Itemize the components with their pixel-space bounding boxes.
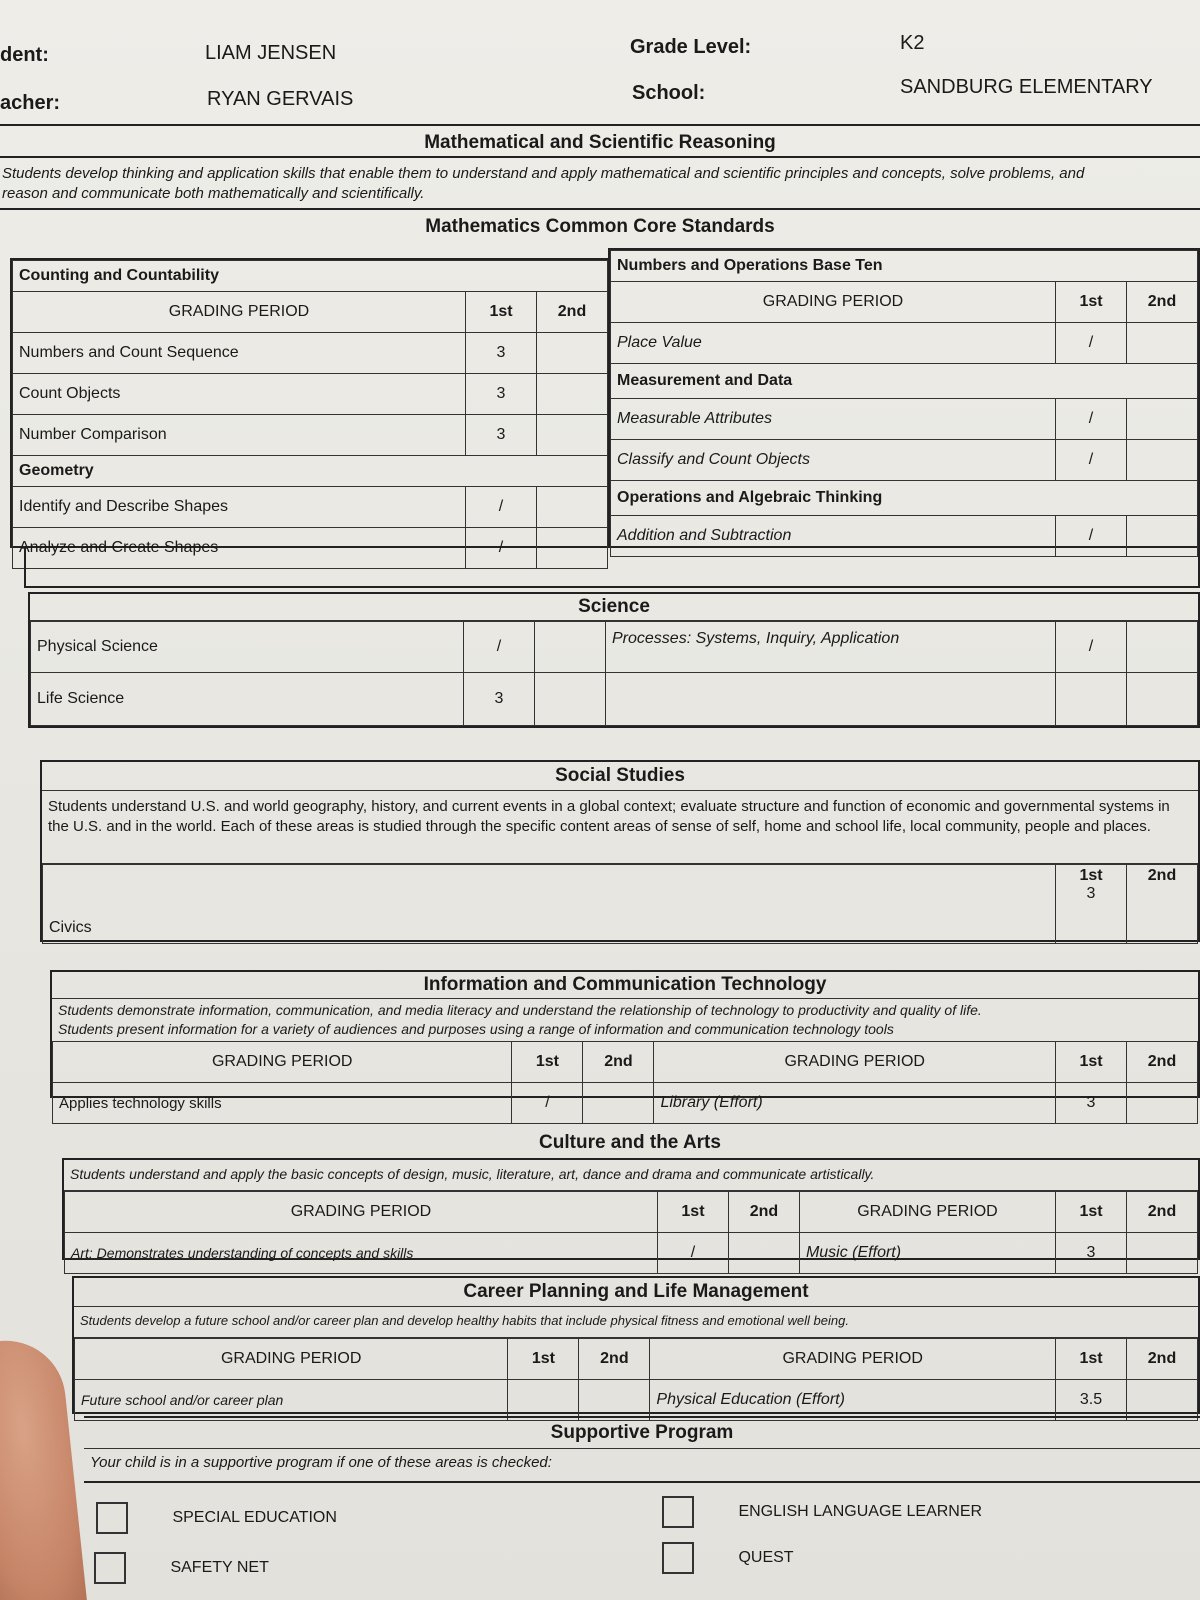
ict-description-2: Students present information for a variety of audiences and purposes using a range of information and communication technology tools	[58, 1021, 894, 1037]
empty-cell	[1127, 673, 1198, 726]
civics-label: Civics	[43, 865, 1056, 944]
career-title: Career Planning and Life Management	[74, 1278, 1198, 1307]
supportive-description: Your child is in a supportive program if one of these areas is checked:	[84, 1449, 1200, 1483]
ict-description-1: Students demonstrate information, communication, and media literacy and understand the relationship of technology to productivity and quality of life.	[58, 1002, 982, 1018]
empty-cell	[606, 673, 1056, 726]
row-value-2nd	[1127, 399, 1198, 440]
art-value-1st: /	[657, 1233, 728, 1274]
teacher-label: acher:	[0, 92, 61, 114]
empty-cell	[1056, 673, 1127, 726]
library-value-1st: 3	[1056, 1083, 1127, 1124]
special-education-checkbox[interactable]	[96, 1502, 128, 1534]
program-special-education	[96, 1502, 337, 1534]
ict-grading-period: GRADING PERIOD	[53, 1042, 512, 1083]
arts-description: Students understand and apply the basic concepts of design, music, literature, art, dance and drama and communicate artistically.	[64, 1160, 1198, 1191]
ell-label: ENGLISH LANGUAGE LEARNER	[738, 1503, 983, 1521]
science-heading: Science	[30, 594, 1198, 621]
math-spacer-row	[24, 548, 1200, 588]
arts-col-2nd-right: 2nd	[1127, 1192, 1198, 1233]
ict-grading-period-right: GRADING PERIOD	[654, 1042, 1056, 1083]
row-value-2nd	[1127, 440, 1198, 481]
special-education-label: SPECIAL EDUCATION	[172, 1509, 337, 1527]
row-value-1st: /	[466, 487, 537, 528]
ict-col-1st-right: 1st	[1056, 1042, 1127, 1083]
row-value-1st: /	[466, 528, 537, 569]
program-safety-net	[94, 1552, 269, 1584]
row-value-1st: /	[1056, 440, 1127, 481]
table-row	[611, 323, 1198, 364]
ict-table	[50, 970, 1200, 1112]
career-grading-period-right: GRADING PERIOD	[650, 1339, 1056, 1380]
ict-title: Information and Communication Technology	[423, 974, 827, 995]
table-row	[31, 622, 1198, 673]
row-value-1st: 3	[466, 374, 537, 415]
supportive-section	[84, 1416, 1200, 1483]
row-value-1st: /	[1056, 323, 1127, 364]
row-label: Number Comparison	[13, 415, 466, 456]
library-value-2nd	[1127, 1083, 1198, 1124]
nbt-grading-period: GRADING PERIOD	[611, 282, 1056, 323]
row-value-2nd	[535, 622, 606, 673]
career-grading-period: GRADING PERIOD	[75, 1339, 508, 1380]
civics-value-1st: 3	[1086, 885, 1096, 902]
safety-net-label: SAFETY NET	[170, 1559, 269, 1577]
future-plan-value-2nd	[579, 1380, 650, 1421]
row-value-2nd	[537, 333, 608, 374]
row-label: Addition and Subtraction	[611, 516, 1056, 557]
row-value-1st: 3	[464, 673, 535, 726]
arts-title: Culture and the Arts	[539, 1132, 721, 1153]
school-label: School:	[632, 82, 706, 104]
counting-grading-period: GRADING PERIOD	[13, 292, 466, 333]
library-label: Library (Effort)	[654, 1083, 1056, 1124]
social-studies-description: Students understand U.S. and world geography, history, and current events in a global context; evaluate structure and function of economic and governmental systems in the U.S. and in the world. Each of these areas is studied through the specific content areas of sense of self, home and school life, local community, people and places.	[42, 791, 1198, 864]
arts-col-2nd: 2nd	[728, 1192, 799, 1233]
art-value-2nd	[728, 1233, 799, 1274]
counting-col-2nd: 2nd	[537, 292, 608, 333]
row-value-1st: /	[464, 622, 535, 673]
counting-geometry-table	[10, 258, 610, 556]
quest-label: QUEST	[738, 1549, 794, 1567]
arts-col-1st: 1st	[657, 1192, 728, 1233]
row-value-1st: /	[1056, 399, 1127, 440]
career-col-1st-right: 1st	[1056, 1339, 1127, 1380]
social-studies-title: Social Studies	[42, 762, 1198, 791]
math-sci-section	[0, 124, 1200, 242]
ict-col-1st: 1st	[512, 1042, 583, 1083]
row-value-1st: /	[1056, 516, 1127, 557]
row-label: Count Objects	[13, 374, 466, 415]
geometry-heading: Geometry	[13, 456, 608, 487]
future-plan-label: Future school and/or career plan	[75, 1380, 508, 1421]
civics-col-1st: 1st	[1079, 867, 1103, 884]
nbt-col-2nd: 2nd	[1127, 282, 1198, 323]
ict-description-block	[52, 998, 1198, 1041]
processes-value-2nd	[1127, 622, 1198, 673]
row-value-2nd	[535, 673, 606, 726]
school-value: SANDBURG ELEMENTARY	[900, 76, 1153, 98]
table-row	[75, 1380, 1198, 1421]
career-col-2nd: 2nd	[579, 1339, 650, 1380]
student-label: dent:	[0, 44, 49, 66]
science-table	[28, 592, 1200, 728]
grade-level-label: Grade Level:	[630, 36, 752, 58]
nbt-col-1st: 1st	[1056, 282, 1127, 323]
table-row	[13, 374, 608, 415]
grade-level-value: K2	[900, 32, 925, 54]
row-label: Measurable Attributes	[611, 399, 1056, 440]
math-sci-description: Students develop thinking and application skills that enable them to understand and apply mathematical and scientific principles and concepts, solve problems, and reason and communicate both mathematically and scientifically.	[0, 156, 1200, 208]
processes-value-1st: /	[1056, 622, 1127, 673]
row-label: Numbers and Count Sequence	[13, 333, 466, 374]
table-row	[13, 415, 608, 456]
music-value-2nd	[1127, 1233, 1198, 1274]
math-sci-title: Mathematical and Scientific Reasoning	[424, 132, 776, 153]
row-value-2nd	[537, 374, 608, 415]
art-label: Art: Demonstrates understanding of concepts and skills	[65, 1233, 658, 1274]
row-label: Identify and Describe Shapes	[13, 487, 466, 528]
row-value-1st: 3	[466, 333, 537, 374]
counting-col-1st: 1st	[466, 292, 537, 333]
table-row	[13, 487, 608, 528]
row-value-2nd	[1127, 323, 1198, 364]
table-row	[611, 399, 1198, 440]
arts-grading-period-right: GRADING PERIOD	[799, 1192, 1055, 1233]
quest-checkbox[interactable]	[662, 1542, 694, 1574]
ict-col-2nd: 2nd	[583, 1042, 654, 1083]
math-standards-title: Mathematics Common Core Standards	[0, 208, 1200, 242]
row-label: Physical Science	[31, 622, 464, 673]
career-col-1st: 1st	[508, 1339, 579, 1380]
arts-table	[62, 1158, 1200, 1260]
table-row	[53, 1083, 1198, 1124]
table-row	[13, 333, 608, 374]
table-row	[611, 440, 1198, 481]
music-label: Music (Effort)	[799, 1233, 1055, 1274]
nbt-measurement-table	[608, 248, 1200, 548]
tech-skills-value-2nd	[583, 1083, 654, 1124]
ict-col-2nd-right: 2nd	[1127, 1042, 1198, 1083]
measurement-heading: Measurement and Data	[611, 364, 1198, 399]
pe-value-2nd	[1127, 1380, 1198, 1421]
teacher-name: RYAN GERVAIS	[207, 88, 354, 110]
career-col-2nd-right: 2nd	[1127, 1339, 1198, 1380]
table-row	[65, 1233, 1198, 1274]
row-value-2nd	[537, 487, 608, 528]
civics-col-2nd: 2nd	[1127, 865, 1198, 944]
arts-grading-period: GRADING PERIOD	[65, 1192, 658, 1233]
row-value-2nd	[537, 415, 608, 456]
row-label: Life Science	[31, 673, 464, 726]
music-value-1st: 3	[1056, 1233, 1127, 1274]
supportive-title: Supportive Program	[84, 1418, 1200, 1449]
counting-heading: Counting and Countability	[13, 261, 608, 292]
student-name: LIAM JENSEN	[205, 42, 337, 64]
row-label: Classify and Count Objects	[611, 440, 1056, 481]
program-quest	[662, 1542, 794, 1574]
safety-net-checkbox[interactable]	[94, 1552, 126, 1584]
career-table	[72, 1276, 1200, 1414]
tech-skills-value-1st: /	[512, 1083, 583, 1124]
tech-skills-label: Applies technology skills	[53, 1083, 512, 1124]
operations-heading: Operations and Algebraic Thinking	[611, 481, 1198, 516]
arts-col-1st-right: 1st	[1056, 1192, 1127, 1233]
processes-label: Processes: Systems, Inquiry, Application	[606, 622, 1056, 673]
table-row	[43, 865, 1198, 944]
row-label: Analyze and Create Shapes	[13, 528, 466, 569]
career-description: Students develop a future school and/or career plan and develop healthy habits that include physical fitness and emotional well being.	[74, 1307, 1198, 1338]
future-plan-value-1st	[508, 1380, 579, 1421]
row-label: Place Value	[611, 323, 1056, 364]
social-studies-table	[40, 760, 1200, 942]
program-ell	[662, 1496, 982, 1528]
nbt-heading: Numbers and Operations Base Ten	[611, 251, 1198, 282]
pe-value-1st: 3.5	[1056, 1380, 1127, 1421]
civics-col-1st-cell	[1056, 865, 1127, 944]
table-row	[31, 673, 1198, 726]
row-value-1st: 3	[466, 415, 537, 456]
pe-label: Physical Education (Effort)	[650, 1380, 1056, 1421]
ell-checkbox[interactable]	[662, 1496, 694, 1528]
